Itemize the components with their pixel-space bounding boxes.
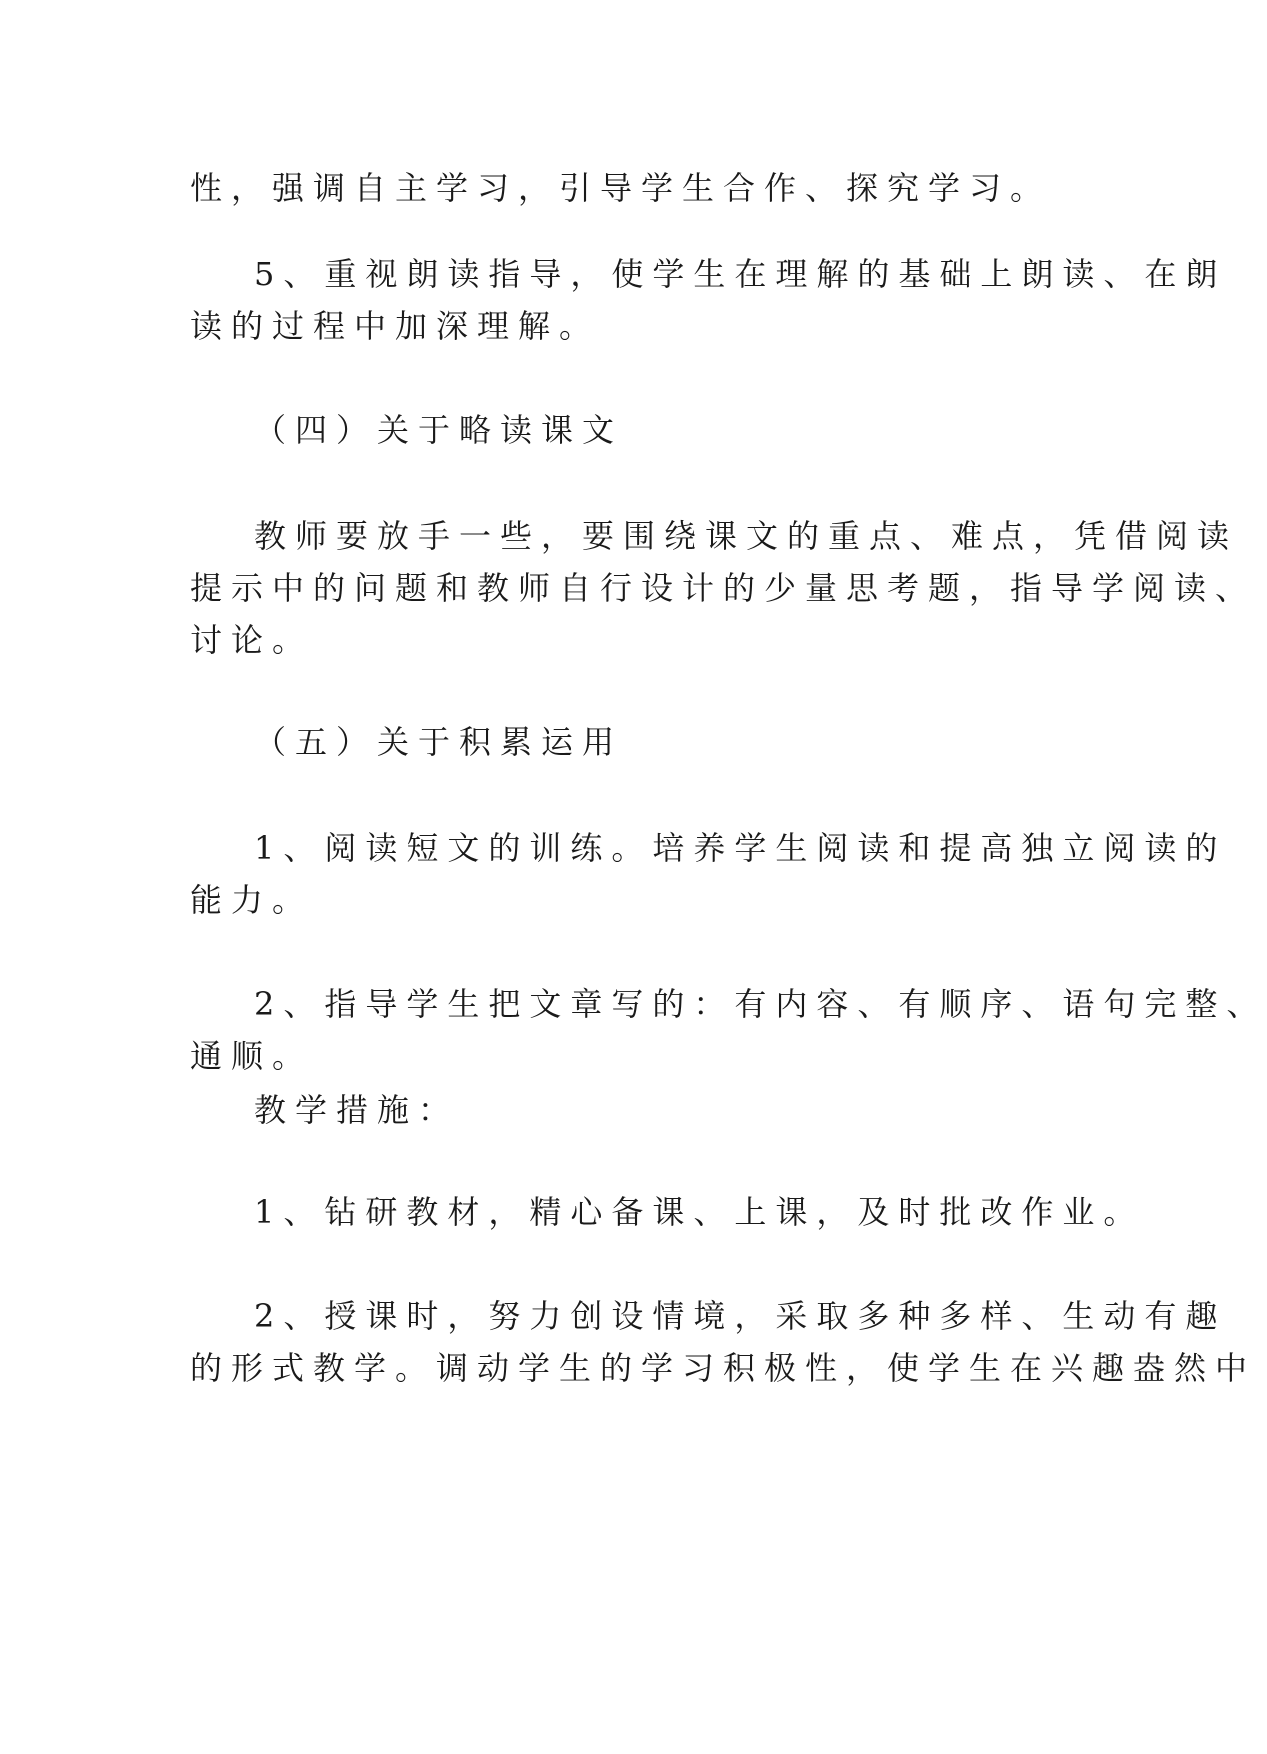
text-line: 5、重视朗读指导，使学生在理解的基础上朗读、在朗 xyxy=(254,255,1227,293)
section-heading: （五）关于积累运用 xyxy=(254,723,624,761)
text-line: 教学措施： xyxy=(254,1091,460,1129)
text-line: 2、授课时，努力创设情境，采取多种多样、生动有趣 xyxy=(254,1297,1227,1335)
text-line: 性，强调自主学习，引导学生合作、探究学习。 xyxy=(190,169,1052,207)
text-line: 提示中的问题和教师自行设计的少量思考题，指导学阅读、 xyxy=(190,569,1257,607)
text-line: 通顺。 xyxy=(190,1037,314,1075)
text-line: 讨论。 xyxy=(190,621,314,659)
text-line: 教师要放手一些，要围绕课文的重点、难点，凭借阅读 xyxy=(254,517,1239,555)
section-heading: （四）关于略读课文 xyxy=(254,411,624,449)
text-line: 的形式教学。调动学生的学习积极性，使学生在兴趣盎然中 xyxy=(190,1349,1257,1387)
text-line: 1、钻研教材，精心备课、上课，及时批改作业。 xyxy=(254,1193,1145,1231)
text-line: 读的过程中加深理解。 xyxy=(190,307,601,345)
text-line: 能力。 xyxy=(190,881,314,919)
text-line: 1、阅读短文的训练。培养学生阅读和提高独立阅读的 xyxy=(254,829,1227,867)
text-line: 2、指导学生把文章写的：有内容、有顺序、语句完整、 xyxy=(254,985,1267,1023)
